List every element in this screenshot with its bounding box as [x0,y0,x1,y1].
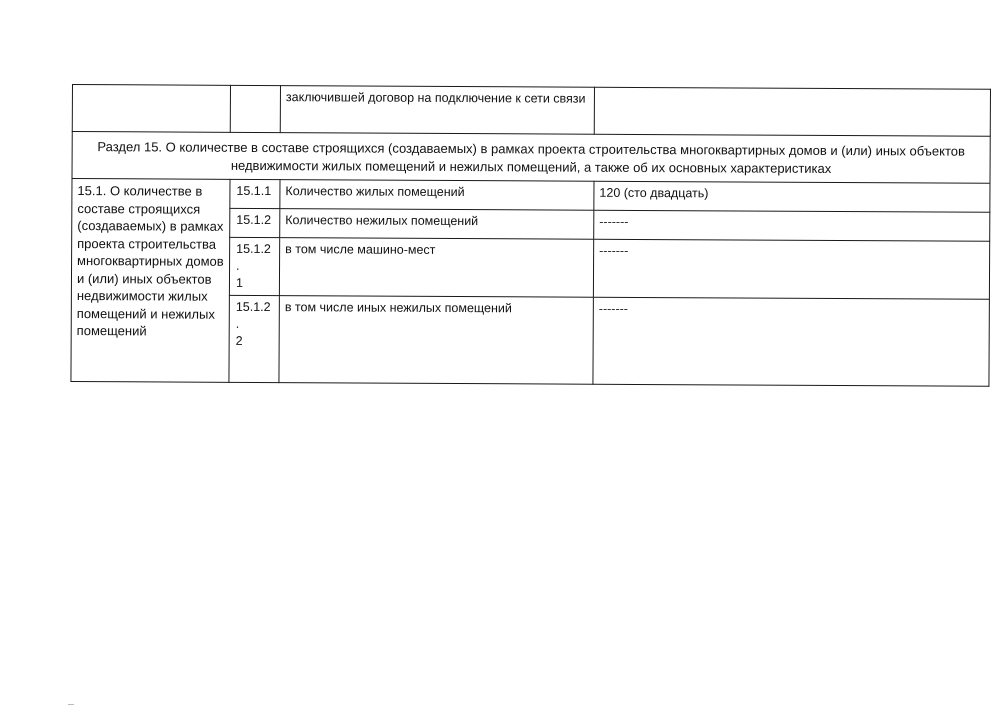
row-name: в том числе иных нежилых помещений [279,296,593,385]
document-page [70,84,990,387]
declaration-table [70,84,991,387]
row-name: Количество нежилых помещений [280,209,594,240]
row-name: Количество жилых помещений [280,180,594,211]
row-value: ------- [593,239,989,299]
empty-cell [594,87,990,136]
section-header-row [72,132,990,184]
row-value: 120 (сто двадцать) [594,181,990,212]
row-name: в том числе машино-мест [279,238,593,298]
scan-mark [68,704,74,705]
row-code: 15.1.2 [230,208,280,237]
empty-cell [230,85,280,132]
block-label: 15.1. О количестве в составе строящихся (создаваемых) в рамках проекта строительства многоквартирных домов и (или) иных объектов недвижимости жилых помещений и нежилых помещений [71,179,230,383]
row-code: 15.1.1 [230,179,280,208]
table-row-previous [72,85,990,137]
row-code: 15.1.2. 1 [229,237,279,295]
row-code: 15.1.2. 2 [229,295,279,382]
row-value: ------- [593,297,989,386]
empty-cell [72,85,230,133]
table-row [72,179,990,213]
row-value: ------- [594,210,990,241]
continued-text-cell: заключившей договор на подключение к сети связи [280,86,594,135]
section-title: Раздел 15. О количестве в составе строящихся (создаваемых) в рамках проекта строительства многоквартирных домов и (или) иных объектов недвижимости жилых помещений и нежилых помещений, а также об их основных характеристиках [72,132,990,184]
